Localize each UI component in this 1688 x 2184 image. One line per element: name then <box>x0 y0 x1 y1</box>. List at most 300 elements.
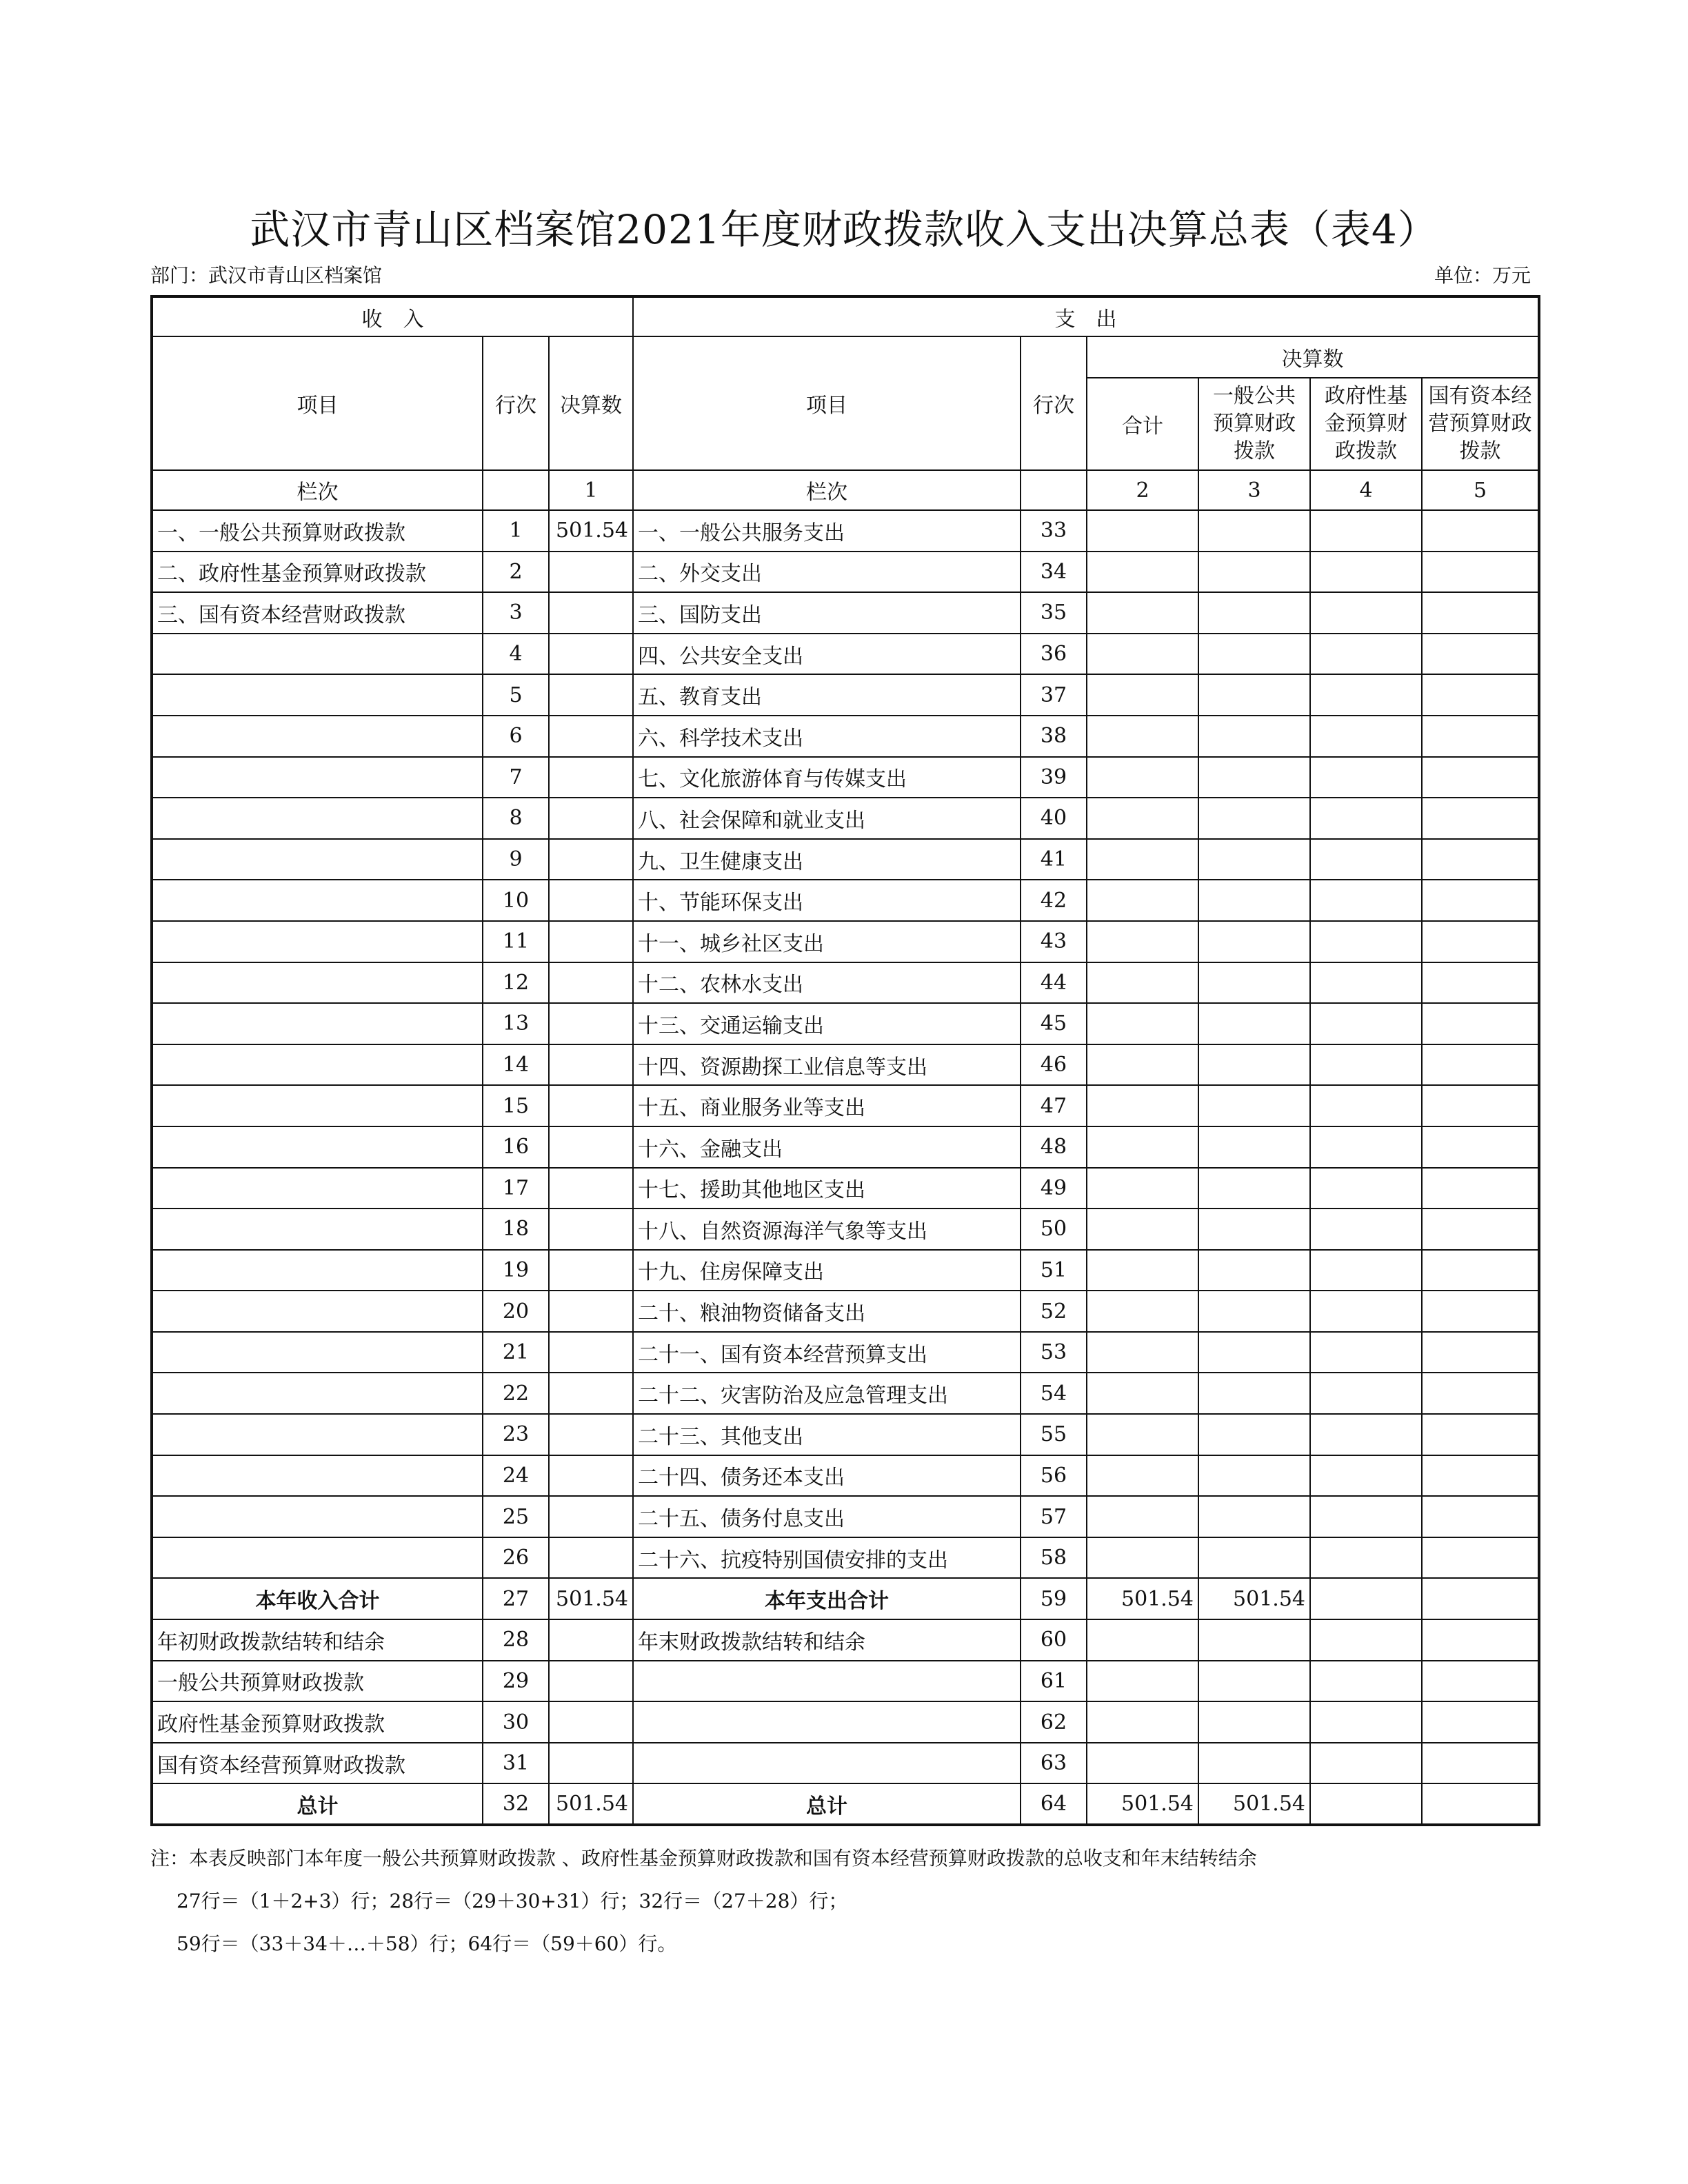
total-amount-cell <box>1087 1085 1198 1126</box>
total-amount-cell <box>1087 634 1198 675</box>
expense-line-no-cell: 44 <box>1021 962 1087 1004</box>
general-budget-cell <box>1198 510 1310 552</box>
state-capital-cell <box>1422 674 1539 716</box>
expense-item-cell: 十五、商业服务业等支出 <box>633 1085 1021 1126</box>
income-amount-cell <box>549 757 633 798</box>
general-budget-cell <box>1198 552 1310 593</box>
income-line-no-cell: 28 <box>483 1619 549 1661</box>
expense-line-no-cell: 49 <box>1021 1168 1087 1209</box>
expense-item-cell: 二十四、债务还本支出 <box>633 1455 1021 1497</box>
expense-item-cell: 十七、援助其他地区支出 <box>633 1168 1021 1209</box>
income-amount-cell <box>549 1414 633 1455</box>
gov-fund-cell <box>1310 552 1422 593</box>
total-amount-cell <box>1087 798 1198 839</box>
income-item-cell <box>152 716 483 757</box>
note-line: 59行＝（33＋34＋…＋58）行；64行＝（59＋60）行。 <box>177 1932 677 1955</box>
expense-line-no-cell: 38 <box>1021 716 1087 757</box>
general-budget-cell <box>1198 1496 1310 1537</box>
state-capital-cell <box>1422 880 1539 921</box>
total-amount-cell <box>1087 962 1198 1004</box>
expense-item-cell: 三、国防支出 <box>633 592 1021 634</box>
table-row <box>152 880 1539 921</box>
expense-item-cell <box>633 1743 1021 1784</box>
expense-line-no-cell: 47 <box>1021 1085 1087 1126</box>
expense-line-no-cell: 45 <box>1021 1003 1087 1044</box>
total-amount-cell <box>1087 1496 1198 1537</box>
table-row <box>152 1578 1539 1619</box>
total-amount-cell <box>1087 1044 1198 1086</box>
income-line-no-cell: 2 <box>483 552 549 593</box>
expense-line-no-cell: 57 <box>1021 1496 1087 1537</box>
total-amount-cell <box>1087 1250 1198 1291</box>
expense-line-no-cell: 60 <box>1021 1619 1087 1661</box>
income-amount-cell <box>549 1701 633 1743</box>
table-row <box>152 839 1539 880</box>
income-item-cell: 一、一般公共预算财政拨款 <box>152 510 483 552</box>
gov-fund-col-header: 政府性基金预算财政拨款 <box>1310 378 1422 470</box>
expense-line-no-cell: 50 <box>1021 1209 1087 1250</box>
income-item-cell <box>152 1250 483 1291</box>
income-line-no-cell: 9 <box>483 839 549 880</box>
general-budget-cell <box>1198 839 1310 880</box>
income-item-cell: 国有资本经营预算财政拨款 <box>152 1743 483 1784</box>
general-budget-cell <box>1198 1332 1310 1373</box>
expense-amount-header: 决算数 <box>1087 336 1539 378</box>
income-line-no-cell: 18 <box>483 1209 549 1250</box>
gov-fund-cell <box>1310 592 1422 634</box>
income-line-no-header: 行次 <box>483 336 549 470</box>
income-item-cell <box>152 1168 483 1209</box>
income-amount-cell <box>549 716 633 757</box>
table-row <box>152 1044 1539 1086</box>
expense-item-cell: 一、一般公共服务支出 <box>633 510 1021 552</box>
gov-fund-cell <box>1310 1085 1422 1126</box>
total-amount-cell <box>1087 552 1198 593</box>
table-row <box>152 1743 1539 1784</box>
gov-fund-cell <box>1310 921 1422 962</box>
income-item-cell <box>152 1496 483 1537</box>
general-budget-cell <box>1198 798 1310 839</box>
total-amount-cell <box>1087 839 1198 880</box>
income-amount-cell <box>549 1373 633 1414</box>
general-budget-col-header: 一般公共预算财政拨款 <box>1198 378 1310 470</box>
general-budget-cell <box>1198 1250 1310 1291</box>
table-row <box>152 1085 1539 1126</box>
income-line-no-cell: 17 <box>483 1168 549 1209</box>
income-line-no-cell: 14 <box>483 1044 549 1086</box>
general-budget-cell <box>1198 1168 1310 1209</box>
total-amount-cell <box>1087 1168 1198 1209</box>
table-row <box>152 757 1539 798</box>
income-item-cell: 政府性基金预算财政拨款 <box>152 1701 483 1743</box>
income-amount-cell <box>549 592 633 634</box>
expense-line-no-cell: 43 <box>1021 921 1087 962</box>
expense-item-cell: 七、文化旅游体育与传媒支出 <box>633 757 1021 798</box>
income-line-no-cell: 25 <box>483 1496 549 1537</box>
total-amount-cell: 501.54 <box>1087 1783 1198 1825</box>
income-line-no-cell: 5 <box>483 674 549 716</box>
state-capital-cell <box>1422 798 1539 839</box>
notes <box>150 1845 1257 1973</box>
expense-line-no-cell: 39 <box>1021 757 1087 798</box>
state-capital-cell <box>1422 1291 1539 1332</box>
table-row <box>152 1619 1539 1661</box>
exp-col-index-empty <box>1021 470 1087 510</box>
income-amount-cell <box>549 634 633 675</box>
expense-line-no-header: 行次 <box>1021 336 1087 470</box>
general-budget-cell <box>1198 1619 1310 1661</box>
income-item-cell <box>152 1455 483 1497</box>
final-accounts-table <box>150 295 1540 1826</box>
income-item-cell: 一般公共预算财政拨款 <box>152 1661 483 1702</box>
table-row <box>152 1783 1539 1825</box>
table-row <box>152 1373 1539 1414</box>
income-amount-cell <box>549 1085 633 1126</box>
income-amount-cell <box>549 674 633 716</box>
general-budget-cell <box>1198 921 1310 962</box>
income-line-no-cell: 1 <box>483 510 549 552</box>
expense-item-cell <box>633 1701 1021 1743</box>
gov-fund-cell <box>1310 1701 1422 1743</box>
income-line-no-cell: 15 <box>483 1085 549 1126</box>
table-row <box>152 798 1539 839</box>
income-line-no-cell: 27 <box>483 1578 549 1619</box>
general-budget-cell <box>1198 880 1310 921</box>
expense-line-no-cell: 51 <box>1021 1250 1087 1291</box>
income-header: 收 入 <box>152 296 633 336</box>
expense-item-cell: 四、公共安全支出 <box>633 634 1021 675</box>
general-budget-cell <box>1198 1085 1310 1126</box>
income-item-cell: 总计 <box>152 1783 483 1825</box>
state-capital-cell <box>1422 1496 1539 1537</box>
expense-item-cell: 六、科学技术支出 <box>633 716 1021 757</box>
table-row <box>152 1003 1539 1044</box>
income-amount-cell: 501.54 <box>549 1783 633 1825</box>
table-row <box>152 1250 1539 1291</box>
income-amount-cell <box>549 921 633 962</box>
income-amount-cell <box>549 1619 633 1661</box>
state-capital-cell <box>1422 1661 1539 1702</box>
expense-line-no-cell: 62 <box>1021 1701 1087 1743</box>
state-capital-cell <box>1422 1455 1539 1497</box>
gov-fund-cell <box>1310 1209 1422 1250</box>
income-item-header: 项目 <box>152 336 483 470</box>
gov-fund-cell <box>1310 757 1422 798</box>
state-capital-cell <box>1422 1085 1539 1126</box>
income-item-cell: 二、政府性基金预算财政拨款 <box>152 552 483 593</box>
income-amount-cell <box>549 1168 633 1209</box>
expense-item-cell: 二十一、国有资本经营预算支出 <box>633 1332 1021 1373</box>
expense-line-no-cell: 33 <box>1021 510 1087 552</box>
gov-fund-cell <box>1310 1044 1422 1086</box>
col-index-5: 5 <box>1422 470 1539 510</box>
income-item-cell <box>152 1126 483 1168</box>
table-row <box>152 962 1539 1004</box>
total-amount-cell <box>1087 1743 1198 1784</box>
total-amount-cell <box>1087 592 1198 634</box>
total-amount-cell <box>1087 1126 1198 1168</box>
income-line-no-cell: 12 <box>483 962 549 1004</box>
income-line-no-cell: 13 <box>483 1003 549 1044</box>
general-budget-cell <box>1198 634 1310 675</box>
col-index-4: 4 <box>1310 470 1422 510</box>
expense-line-no-cell: 35 <box>1021 592 1087 634</box>
gov-fund-cell <box>1310 1250 1422 1291</box>
income-item-cell <box>152 921 483 962</box>
note-line: 27行＝（1＋2+3）行；28行＝（29＋30+31）行；32行＝（27＋28）行； <box>177 1890 848 1912</box>
state-capital-cell <box>1422 1168 1539 1209</box>
page-title: 武汉市青山区档案馆2021年度财政拨款收入支出决算总表（表4） <box>250 206 1438 253</box>
general-budget-cell <box>1198 1661 1310 1702</box>
expense-line-no-cell: 53 <box>1021 1332 1087 1373</box>
gov-fund-cell <box>1310 1291 1422 1332</box>
income-item-cell: 三、国有资本经营财政拨款 <box>152 592 483 634</box>
state-capital-cell <box>1422 1373 1539 1414</box>
expense-item-cell: 二十二、灾害防治及应急管理支出 <box>633 1373 1021 1414</box>
income-line-no-cell: 4 <box>483 634 549 675</box>
col-index-label: 栏次 <box>152 470 483 510</box>
total-amount-cell <box>1087 1414 1198 1455</box>
col-index-1: 1 <box>549 470 633 510</box>
table-row <box>152 592 1539 634</box>
expense-item-cell: 十六、金融支出 <box>633 1126 1021 1168</box>
expense-item-cell: 总计 <box>633 1783 1021 1825</box>
expense-item-cell: 八、社会保障和就业支出 <box>633 798 1021 839</box>
general-budget-cell <box>1198 757 1310 798</box>
col-index-empty <box>483 470 549 510</box>
income-line-no-cell: 21 <box>483 1332 549 1373</box>
table-row <box>152 1661 1539 1702</box>
state-capital-cell <box>1422 1044 1539 1086</box>
expense-item-cell: 十八、自然资源海洋气象等支出 <box>633 1209 1021 1250</box>
table-row <box>152 716 1539 757</box>
state-capital-cell <box>1422 510 1539 552</box>
expense-line-no-cell: 36 <box>1021 634 1087 675</box>
expense-line-no-cell: 41 <box>1021 839 1087 880</box>
income-amount-cell <box>549 1496 633 1537</box>
income-line-no-cell: 24 <box>483 1455 549 1497</box>
expense-line-no-cell: 46 <box>1021 1044 1087 1086</box>
col-index-3: 3 <box>1198 470 1310 510</box>
expense-line-no-cell: 54 <box>1021 1373 1087 1414</box>
income-line-no-cell: 29 <box>483 1661 549 1702</box>
gov-fund-cell <box>1310 1332 1422 1373</box>
expense-line-no-cell: 42 <box>1021 880 1087 921</box>
income-item-cell <box>152 1044 483 1086</box>
income-amount-cell <box>549 552 633 593</box>
gov-fund-cell <box>1310 1373 1422 1414</box>
table-row <box>152 674 1539 716</box>
total-col-header: 合计 <box>1087 378 1198 470</box>
income-item-cell <box>152 1085 483 1126</box>
total-amount-cell <box>1087 1537 1198 1579</box>
general-budget-cell <box>1198 674 1310 716</box>
table-row <box>152 1168 1539 1209</box>
state-capital-cell <box>1422 1578 1539 1619</box>
income-amount-cell <box>549 1661 633 1702</box>
income-amount-cell: 501.54 <box>549 510 633 552</box>
expense-line-no-cell: 59 <box>1021 1578 1087 1619</box>
total-amount-cell <box>1087 1003 1198 1044</box>
state-capital-cell <box>1422 839 1539 880</box>
department-label: 部门：武汉市青山区档案馆 <box>150 264 383 287</box>
general-budget-cell <box>1198 1044 1310 1086</box>
expense-item-cell: 十二、农林水支出 <box>633 962 1021 1004</box>
expense-item-cell: 十、节能环保支出 <box>633 880 1021 921</box>
gov-fund-cell <box>1310 1003 1422 1044</box>
state-capital-col-header: 国有资本经营预算财政拨款 <box>1422 378 1539 470</box>
col-index-2: 2 <box>1087 470 1198 510</box>
unit-label: 单位：万元 <box>1434 264 1531 287</box>
state-capital-cell <box>1422 1619 1539 1661</box>
expense-line-no-cell: 56 <box>1021 1455 1087 1497</box>
expense-line-no-cell: 48 <box>1021 1126 1087 1168</box>
state-capital-cell <box>1422 1537 1539 1579</box>
state-capital-cell <box>1422 1126 1539 1168</box>
income-item-cell <box>152 757 483 798</box>
state-capital-cell <box>1422 1701 1539 1743</box>
state-capital-cell <box>1422 757 1539 798</box>
expense-line-no-cell: 55 <box>1021 1414 1087 1455</box>
state-capital-cell <box>1422 716 1539 757</box>
gov-fund-cell <box>1310 634 1422 675</box>
state-capital-cell <box>1422 1332 1539 1373</box>
general-budget-cell <box>1198 1126 1310 1168</box>
general-budget-cell <box>1198 592 1310 634</box>
state-capital-cell <box>1422 1003 1539 1044</box>
total-amount-cell <box>1087 1291 1198 1332</box>
expense-line-no-cell: 34 <box>1021 552 1087 593</box>
income-line-no-cell: 11 <box>483 921 549 962</box>
total-amount-cell <box>1087 1701 1198 1743</box>
income-item-cell <box>152 1209 483 1250</box>
income-line-no-cell: 32 <box>483 1783 549 1825</box>
gov-fund-cell <box>1310 1537 1422 1579</box>
general-budget-cell <box>1198 1373 1310 1414</box>
income-item-cell <box>152 1537 483 1579</box>
income-item-cell <box>152 1291 483 1332</box>
income-amount-cell <box>549 1126 633 1168</box>
gov-fund-cell <box>1310 1126 1422 1168</box>
total-amount-cell <box>1087 510 1198 552</box>
expense-item-cell: 本年支出合计 <box>633 1578 1021 1619</box>
gov-fund-cell <box>1310 1743 1422 1784</box>
total-amount-cell <box>1087 880 1198 921</box>
table-row <box>152 634 1539 675</box>
table-row <box>152 921 1539 962</box>
gov-fund-cell <box>1310 1168 1422 1209</box>
total-amount-cell <box>1087 757 1198 798</box>
table-row <box>152 1126 1539 1168</box>
income-amount-cell <box>549 962 633 1004</box>
expense-item-cell: 二十六、抗疫特别国债安排的支出 <box>633 1537 1021 1579</box>
table-row <box>152 1209 1539 1250</box>
income-item-cell <box>152 1414 483 1455</box>
income-line-no-cell: 20 <box>483 1291 549 1332</box>
gov-fund-cell <box>1310 839 1422 880</box>
income-amount-cell <box>549 1044 633 1086</box>
income-amount-cell <box>549 1743 633 1784</box>
table-row <box>152 1537 1539 1579</box>
gov-fund-cell <box>1310 962 1422 1004</box>
table-row <box>152 1332 1539 1373</box>
income-item-cell <box>152 1003 483 1044</box>
state-capital-cell <box>1422 921 1539 962</box>
income-item-cell <box>152 634 483 675</box>
gov-fund-cell <box>1310 674 1422 716</box>
gov-fund-cell <box>1310 1455 1422 1497</box>
gov-fund-cell <box>1310 798 1422 839</box>
gov-fund-cell <box>1310 1619 1422 1661</box>
general-budget-cell <box>1198 1743 1310 1784</box>
gov-fund-cell <box>1310 510 1422 552</box>
expense-line-no-cell: 40 <box>1021 798 1087 839</box>
expense-line-no-cell: 61 <box>1021 1661 1087 1702</box>
note-line: 注：本表反映部门本年度一般公共预算财政拨款 、政府性基金预算财政拨款和国有资本经营预算财政拨款的总收支和年末结转结余 <box>150 1847 1257 1870</box>
expense-item-cell: 九、卫生健康支出 <box>633 839 1021 880</box>
income-line-no-cell: 26 <box>483 1537 549 1579</box>
income-amount-cell <box>549 1209 633 1250</box>
general-budget-cell <box>1198 1003 1310 1044</box>
income-line-no-cell: 23 <box>483 1414 549 1455</box>
income-line-no-cell: 16 <box>483 1126 549 1168</box>
income-amount-cell <box>549 1332 633 1373</box>
total-amount-cell <box>1087 1373 1198 1414</box>
state-capital-cell <box>1422 552 1539 593</box>
expense-item-cell: 二十三、其他支出 <box>633 1414 1021 1455</box>
income-item-cell <box>152 674 483 716</box>
general-budget-cell <box>1198 716 1310 757</box>
income-amount-cell <box>549 1250 633 1291</box>
table-row <box>152 510 1539 552</box>
income-item-cell <box>152 798 483 839</box>
income-line-no-cell: 22 <box>483 1373 549 1414</box>
table-row <box>152 1291 1539 1332</box>
income-item-cell <box>152 880 483 921</box>
income-amount-cell <box>549 1455 633 1497</box>
total-amount-cell: 501.54 <box>1087 1578 1198 1619</box>
income-line-no-cell: 3 <box>483 592 549 634</box>
state-capital-cell <box>1422 1414 1539 1455</box>
gov-fund-cell <box>1310 880 1422 921</box>
general-budget-cell <box>1198 1209 1310 1250</box>
income-line-no-cell: 10 <box>483 880 549 921</box>
table-row <box>152 1414 1539 1455</box>
income-amount-cell <box>549 1537 633 1579</box>
state-capital-cell <box>1422 962 1539 1004</box>
table-row <box>152 552 1539 593</box>
gov-fund-cell <box>1310 1496 1422 1537</box>
general-budget-cell <box>1198 1537 1310 1579</box>
income-item-cell: 本年收入合计 <box>152 1578 483 1619</box>
total-amount-cell <box>1087 1619 1198 1661</box>
income-amount-cell <box>549 880 633 921</box>
expense-item-cell: 十九、住房保障支出 <box>633 1250 1021 1291</box>
income-line-no-cell: 31 <box>483 1743 549 1784</box>
exp-col-index-label: 栏次 <box>633 470 1021 510</box>
expense-item-header: 项目 <box>633 336 1021 470</box>
expense-item-cell: 十一、城乡社区支出 <box>633 921 1021 962</box>
total-amount-cell <box>1087 674 1198 716</box>
gov-fund-cell <box>1310 1414 1422 1455</box>
income-item-cell: 年初财政拨款结转和结余 <box>152 1619 483 1661</box>
expense-line-no-cell: 52 <box>1021 1291 1087 1332</box>
state-capital-cell <box>1422 1209 1539 1250</box>
general-budget-cell <box>1198 1291 1310 1332</box>
general-budget-cell: 501.54 <box>1198 1783 1310 1825</box>
income-amount-header: 决算数 <box>549 336 633 470</box>
expense-header: 支 出 <box>633 296 1539 336</box>
